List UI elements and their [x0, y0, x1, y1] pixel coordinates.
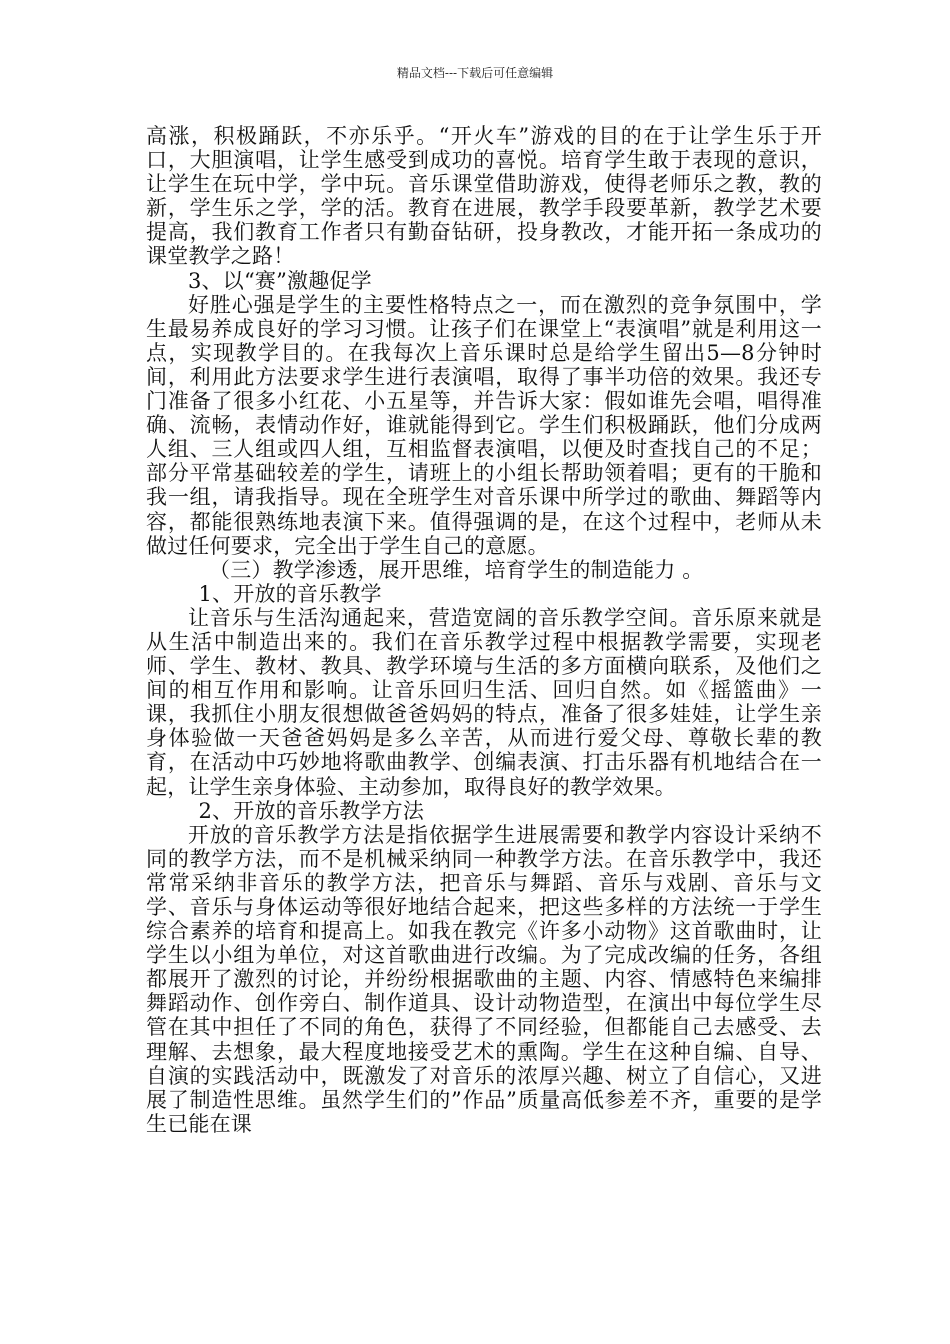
subheading-competition: 3、以“赛”激趣促学 — [188, 268, 372, 293]
paragraph-continuation: 高涨，积极踊跃，不亦乐乎。“开火车”游戏的目的在于让学生乐于开口，大胆演唱，让学生感受到成功的喜悦。培育学生敢于表现的意识，让学生在玩中学，学中玩。音乐课堂借助游戏，使得老师乐之教，教的新，学生乐之学，学的活。教育在进展，教学手段要革新，教学艺术要提高，我们教育工作者只有勤奋钻研，投身教改，才能开拓一条成功的课堂教学之路！ — [146, 124, 822, 269]
section-heading-three: （三）教学渗透，展开思维，培育学生的制造能力 。 — [209, 557, 704, 582]
document-body — [146, 124, 822, 1136]
paragraph-competition: 好胜心强是学生的主要性格特点之一，而在激烈的竞争氛围中，学生最易养成良好的学习习惯。让孩子们在课堂上“表演唱”就是利用这一点，实现教学目的。在我每次上音乐课时总是给学生留出5—8分钟时间，利用此方法要求学生进行表演唱，取得了事半功倍的效果。我还专门准备了很多小红花、小五星等，并告诉大家：假如谁先会唱，唱得准确、流畅，表情动作好，谁就能得到它。学生们积极踊跃，他们分成两人组、三人组或四人组，互相监督表演唱，以便及时查找自己的不足；部分平常基础较差的学生，请班上的小组长帮助领着唱；更有的干脆和我一组，请我指导。现在全班学生对音乐课中所学过的歌曲、舞蹈等内容，都能很熟练地表演下来。值得强调的是，在这个过程中，老师从未做过任何要求，完全出于学生自己的意愿。 — [146, 292, 822, 558]
paragraph-open-teaching: 让音乐与生活沟通起来，营造宽阔的音乐教学空间。音乐原来就是从生活中制造出来的。我们在音乐教学过程中根据教学需要，实现老师、学生、教材、教具、教学环境与生活的多方面横向联系，及他们之间的相互作用和影响。让音乐回归生活、回归自然。如《摇篮曲》一课，我抓住小朋友很想做爸爸妈妈的特点，准备了很多娃娃，让学生亲身体验做一天爸爸妈妈是多么辛苦，从而进行爱父母、尊敬长辈的教育，在活动中巧妙地将歌曲教学、创编表演、打击乐器有机地结合在一起，让学生亲身体验、主动参加，取得良好的教学效果。 — [146, 605, 822, 799]
paragraph-open-methods: 开放的音乐教学方法是指依据学生进展需要和教学内容设计采纳不同的教学方法，而不是机械采纳同一种教学方法。在音乐教学中，我还常常采纳非音乐的教学方法，把音乐与舞蹈、音乐与戏剧、音乐与文学、音乐与身体运动等很好地结合起来，把这些多样的方法统一于学生综合素养的培育和提高上。如我在教完《许多小动物》这首歌曲时，让学生以小组为单位，对这首歌曲进行改编。为了完成改编的任务，各组都展开了激烈的讨论，并纷纷根据歌曲的主题、内容、情感特色来编排舞蹈动作、创作旁白、制作道具、设计动物造型，在演出中每位学生尽管在其中担任了不同的角色，获得了不同经验，但都能自己去感受、去理解、去想象，最大程度地接受艺术的熏陶。学生在这种自编、自导、自演的实践活动中，既激发了对音乐的浓厚兴趣、树立了自信心，又进展了制造性思维。虽然学生们的”作品”质量高低参差不齐，重要的是学生已能在课 — [146, 822, 822, 1136]
page-header: 精品文档---下载后可任意编辑 — [396, 66, 554, 80]
subheading-open-teaching: 1、开放的音乐教学 — [198, 581, 382, 606]
subheading-open-methods: 2、开放的音乐教学方法 — [198, 798, 425, 823]
